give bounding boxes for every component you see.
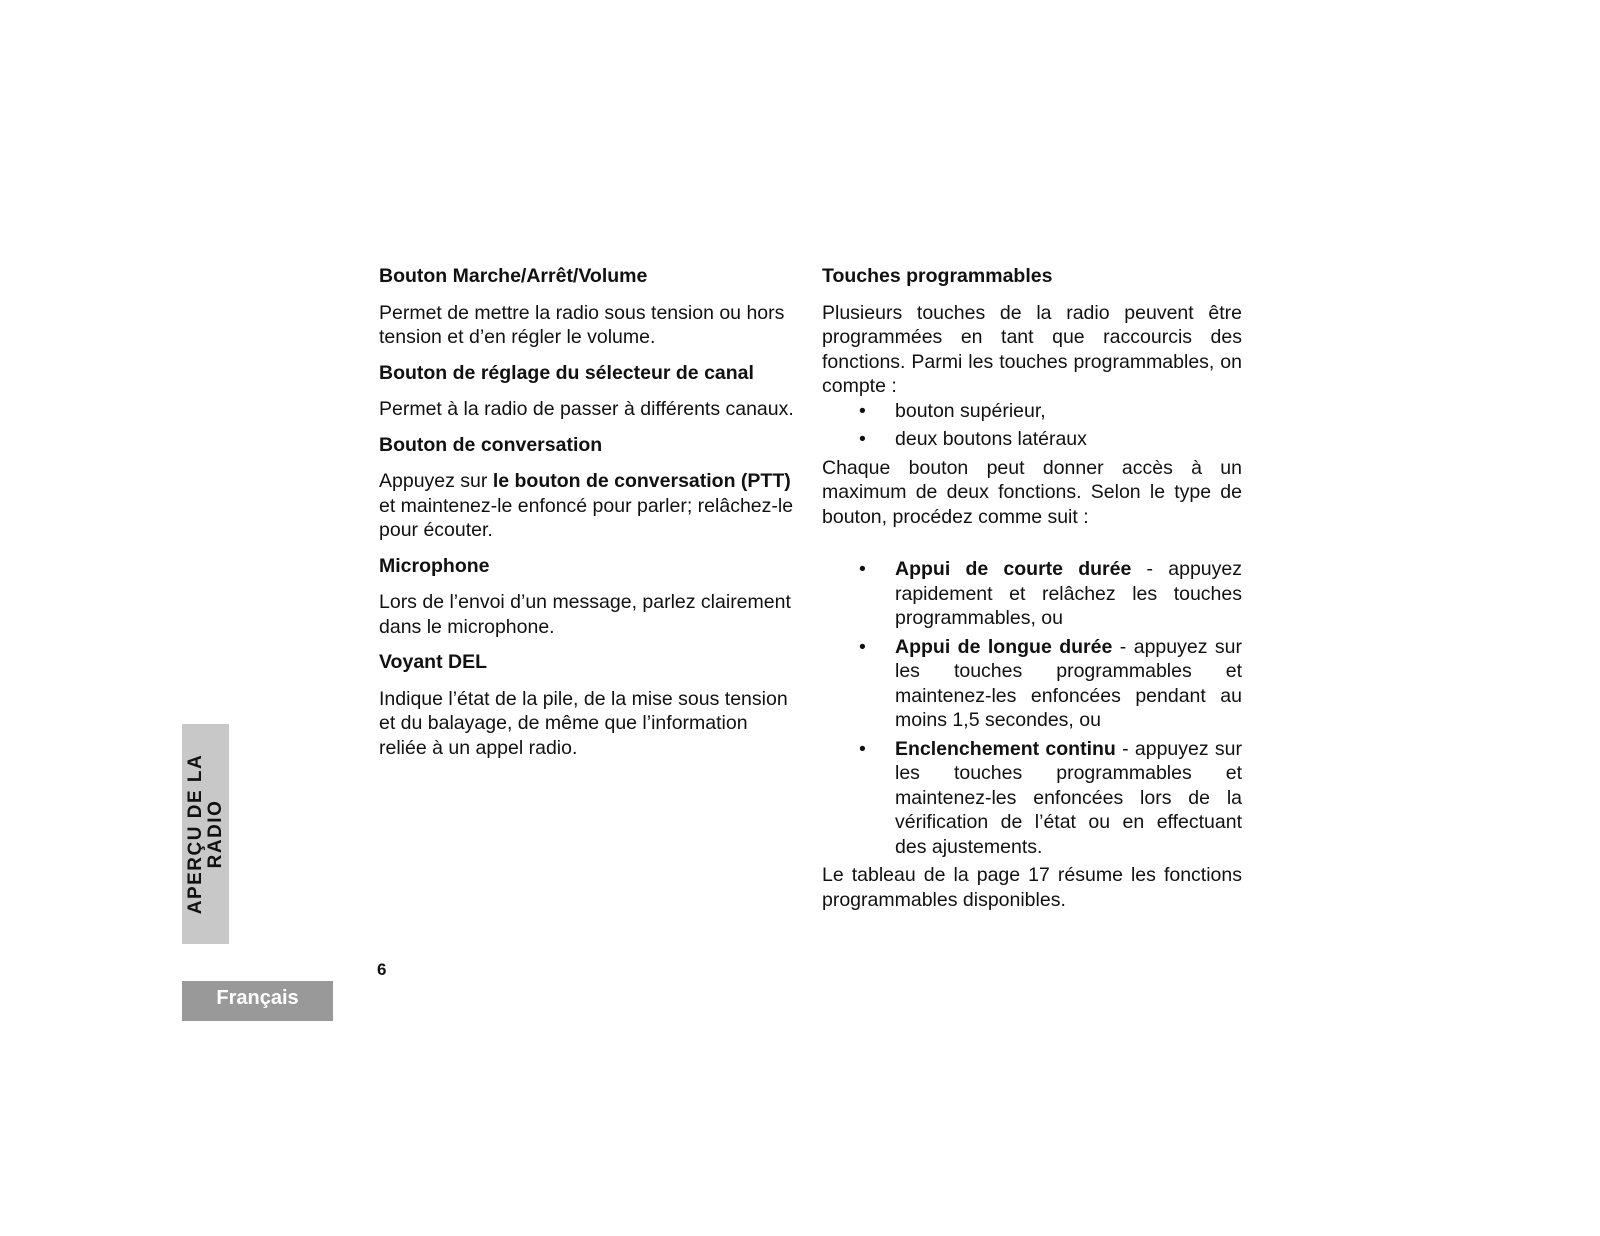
list-item-text: - appuyez sur les touches programmables et maintenez-les enfoncées lors de la vérification de l’état ou en effectuant des ajustements.	[895, 737, 1243, 858]
right-column	[822, 264, 1242, 912]
list-item-text: bouton supérieur,	[895, 399, 1046, 422]
section-text: Permet de mettre la radio sous tension ou hors tension et d’en régler le volume.	[379, 301, 785, 348]
list-item-text: - appuyez rapidement et relâchez les touches programmables, ou	[895, 558, 1242, 629]
section-heading: Bouton de conversation	[379, 433, 603, 456]
side-tab-line: RADIO	[204, 799, 226, 869]
section-heading: Microphone	[379, 554, 490, 577]
bullet-icon: •	[859, 635, 866, 658]
section-text: Indique l’état de la pile, de la mise sous tension et du balayage, de même que l’information reliée à un appel radio.	[379, 687, 788, 759]
bullet-icon: •	[859, 428, 866, 450]
button-list	[822, 399, 1242, 452]
language-tab: Français	[182, 981, 333, 1021]
middle-text: Chaque bouton peut donner accès à un maximum de deux fonctions. Selon le type de bouton, procédez comme suit :	[822, 456, 1242, 528]
list-item	[822, 737, 1242, 860]
list-item-title: Enclenchement continu	[895, 737, 1116, 760]
text-prefix: Appuyez sur	[379, 470, 493, 492]
section-heading: Voyant DEL	[379, 651, 487, 673]
bullet-icon: •	[859, 399, 866, 422]
side-tab-label	[186, 754, 226, 915]
side-tab-line: APERÇU DE LA	[184, 753, 206, 915]
section-text: Lors de l’envoi d’un message, parlez clairement dans le microphone.	[379, 591, 791, 638]
section-side-tab	[182, 724, 229, 944]
bullet-icon: •	[859, 737, 866, 760]
section-heading: Touches programmables	[822, 265, 1053, 287]
section-heading: Bouton de réglage du sélecteur de canal	[379, 361, 754, 384]
page-number: 6	[377, 960, 387, 979]
text-suffix: et maintenez-le enfoncé pour parler; relâchez-le pour écouter.	[379, 494, 794, 541]
press-type-list	[822, 557, 1242, 859]
list-item	[822, 427, 1242, 452]
bullet-icon: •	[859, 558, 866, 580]
section-text	[379, 469, 797, 543]
list-item	[822, 557, 1242, 631]
list-item-title: Appui de courte durée	[895, 558, 1132, 580]
list-item	[822, 399, 1242, 424]
intro-text: Plusieurs touches de la radio peuvent être programmées en tant que raccourcis des fonctions. Parmi les touches programmables, on compte :	[822, 301, 1242, 397]
list-item-title: Appui de longue durée	[895, 635, 1113, 658]
text-bold: le bouton de conversation (PTT)	[492, 470, 791, 492]
section-heading: Bouton Marche/Arrêt/Volume	[379, 265, 648, 287]
list-item-text: - appuyez sur les touches programmables et maintenez-les enfoncées pendant au moins 1,5 secondes, ou	[895, 635, 1242, 731]
list-item	[822, 635, 1242, 733]
left-column	[379, 264, 797, 771]
list-item-text: deux boutons latéraux	[895, 428, 1087, 450]
section-text: Permet à la radio de passer à différents canaux.	[379, 398, 794, 420]
closing-text: Le tableau de la page 17 résume les fonctions programmables disponibles.	[822, 864, 1242, 911]
